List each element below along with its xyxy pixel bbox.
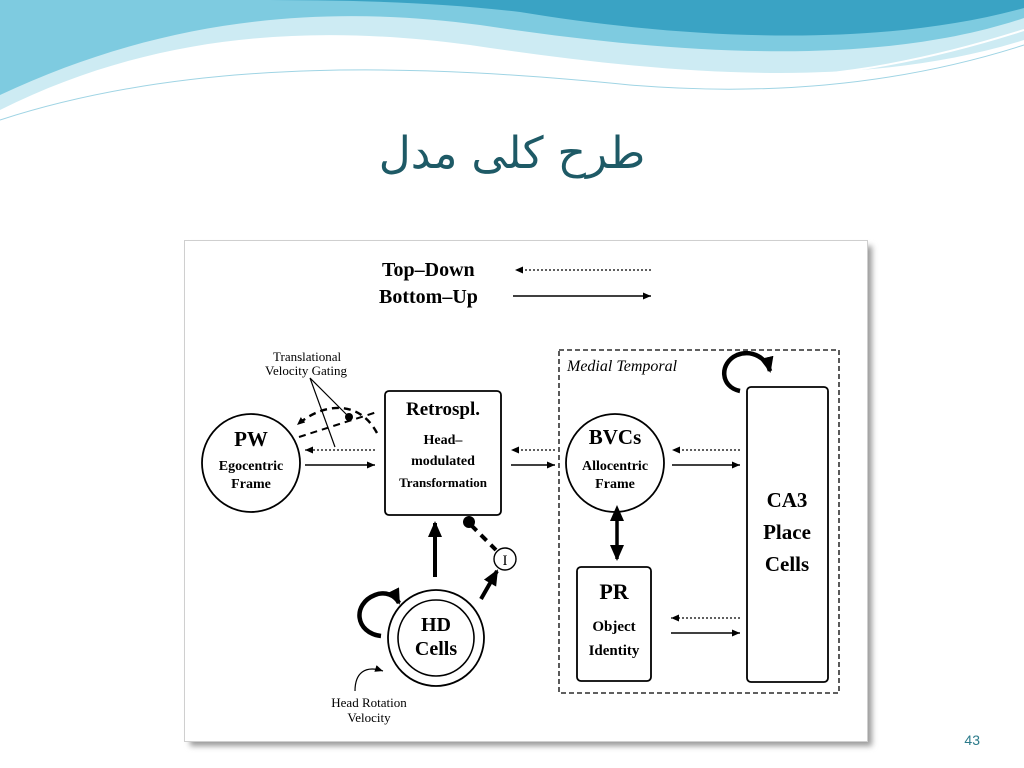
bvcs-line2: Frame [595,477,635,492]
bvcs-line1: Allocentric [581,459,649,474]
hd-to-inhibition-arrow [481,571,497,599]
hd-line1: HD [421,614,451,636]
hd-line2: Cells [414,638,458,660]
pw-line1: Egocentric [218,459,284,474]
retrospl-line1: Head– [423,433,463,448]
medial-temporal-label: Medial Temporal [567,358,678,375]
slide-title: طرح کلی مدل [378,128,646,179]
pw-line2: Frame [231,477,271,492]
legend-top-down-label: Top–Down [382,259,475,281]
head-rotation-label-line2: Velocity [347,710,391,725]
pr-line1: Object [592,619,636,635]
slide-number: 43 [964,732,980,748]
retrospl-line2: modulated [411,454,475,469]
inhibition-label: I [502,553,508,569]
inhibition-dashed-link [471,525,496,550]
ca3-line2: Place [763,520,811,544]
head-rotation-label-line1: Head Rotation [331,695,407,710]
bvcs-title: BVCs [588,425,642,449]
retrospl-title: Retrospl. [405,399,481,420]
ca3-line3: Cells [764,552,810,576]
translational-velocity-label-line2: Velocity Gating [265,363,347,378]
head-rotation-pointer [355,669,383,691]
translational-gating-pointer [310,378,349,447]
model-diagram-figure [184,240,868,742]
translational-velocity-label-line1: Translational [273,349,342,364]
translational-gating-curve [297,408,377,433]
pr-line2: Identity [588,643,640,659]
header-wave-decoration [0,0,1024,130]
model-diagram [185,241,867,741]
pr-title: PR [599,579,629,604]
pw-title: PW [234,427,268,451]
translational-gating-junction [345,413,353,421]
legend-bottom-up-label: Bottom–Up [379,286,478,308]
ca3-recurrent-loop-arrow [724,353,770,391]
ca3-line1: CA3 [766,488,808,512]
retrospl-line3: Transformation [399,475,487,490]
